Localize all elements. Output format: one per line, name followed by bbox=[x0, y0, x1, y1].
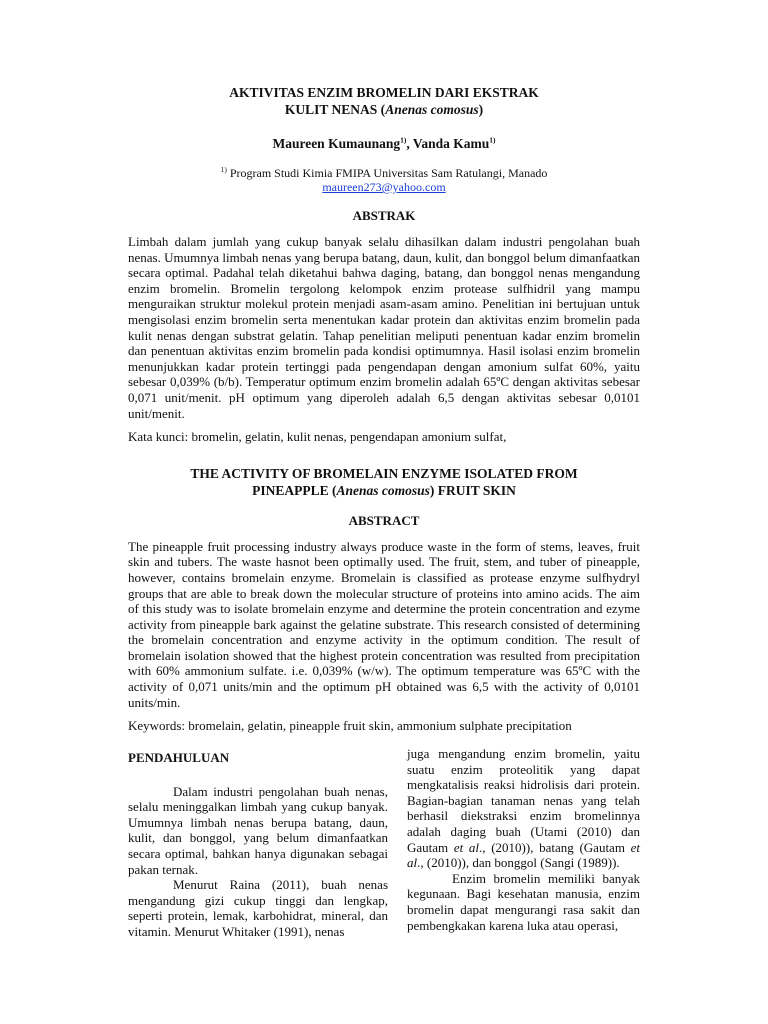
abstract-heading: ABSTRACT bbox=[348, 512, 420, 528]
abstract-body: The pineapple fruit processing industry always produce waste in the form of stems, leaves, fruit skin and tubers. The waste hasnot been optimally used. The fruit, stem, and tuber of pineapple, however, contains bromelain enzyme. Bromelain is classified as protease enzyme sulfhydryl groups that are able to break down the molecular structure of proteins into amino acids. The aim of this study was to isolate bromelain enzyme and determine the protein concentration and ezyme activity from pineapple bark against the gelatine substrate. This research consisted of determining the bromelain concentration and enzyme activity in the optimum condition. The result of bromelain isolation showed that the highest protein concentration was resulted from precipitation with 60% ammonium sulfate. i.e. 0,039% (w/w). The optimum temperature was 65ºC with the activity of 0,071 units/min and the optimum pH obtained was 6,5 with the activity of 0,0101 units/min. bbox=[128, 538, 640, 710]
title-line-1: AKTIVITAS ENZIM BROMELIN DARI EKSTRAK bbox=[229, 85, 539, 100]
title-species: Anenas comosus bbox=[385, 102, 479, 117]
intro-paragraph-3-part-b: ., (2010)), batang (Gautam bbox=[479, 839, 631, 855]
english-title bbox=[128, 465, 640, 499]
english-title-line-2-suffix: ) FRUIT SKIN bbox=[429, 482, 516, 498]
english-title-species: Anenas comosus bbox=[336, 482, 430, 498]
author-1: Maureen Kumaunang bbox=[272, 136, 401, 151]
paper-title bbox=[128, 84, 640, 118]
intro-paragraph-1: Dalam industri pengolahan buah nenas, selalu meninggalkan limbah yang cukup banyak. Umumnya limbah nenas berupa batang, daun, kulit, dan bonggol, yang belum dimanfaatkan secara optimal, bahkan hanya digunakan sebagai pakan ternak. bbox=[128, 783, 388, 877]
author-separator: , bbox=[406, 136, 413, 151]
affiliation-text: Program Studi Kimia FMIPA Universitas Sam Ratulangi, Manado bbox=[226, 166, 548, 180]
keywords: Keywords: bromelain, gelatin, pineapple fruit skin, ammonium sulphate precipitation bbox=[128, 718, 572, 734]
right-column bbox=[407, 746, 640, 940]
author-list bbox=[128, 136, 640, 152]
author-1-affiliation-mark: 1) bbox=[400, 135, 407, 145]
english-title-line-1: THE ACTIVITY OF BROMELAIN ENZYME ISOLATED FROM bbox=[190, 465, 578, 481]
author-2-affiliation-mark: 1) bbox=[489, 135, 496, 145]
abstrak-body: Limbah dalam jumlah yang cukup banyak selalu dihasilkan dalam industri pengolahan buah nenas. Umumnya limbah nenas yang berupa batang, daun, kulit, dan bonggol belum dimanfaatkan secara optimal. Padahal telah diketahui bahwa daging, batang, dan bonggol nenas mengandung enzim bromelin. Bromelin tergolong kelompok enzim protease sulfhidril yang mampu menguraikan struktur molekul protein menjadi asam-asam amino. Penelitian ini bertujuan untuk mengisolasi enzim bromelin serta menentukan kadar protein dan aktivitas enzim bromelin pada kulit nenas dengan substrat gelatin. Tahap penelitian meliputi penentuan kadar enzim bromelin dan penentuan aktivitas enzim bromelin pada kondisi optimumnya. Hasil isolasi enzim bromelin menunjukkan kadar protein tertinggi pada pengendapan dengan amonium sulfat 60%, yaitu sebesar 0,039% (b/b). Temperatur optimum enzim bromelin adalah 65ºC dengan aktivitas sebesar 0,071 unit/menit. pH optimum yang diperoleh adalah 6,5 dengan aktivitas sebesar 0,0101 unit/menit. bbox=[128, 234, 640, 421]
author-2: Vanda Kamu bbox=[412, 136, 490, 151]
et-al-1: et al bbox=[453, 839, 480, 855]
affiliation bbox=[128, 166, 640, 194]
et-al-2: et al bbox=[407, 839, 641, 871]
english-title-line-2-prefix: PINEAPPLE ( bbox=[252, 482, 337, 498]
intro-paragraph-3 bbox=[407, 746, 640, 871]
intro-paragraph-4: Enzim bromelin memiliki banyak kegunaan. Bagi kesehatan manusia, enzim bromelin dapat mengurangi rasa sakit dan pembengkakan karena luka atau operasi, bbox=[407, 870, 640, 933]
title-line-2-prefix: KULIT NENAS ( bbox=[284, 102, 386, 117]
body-columns bbox=[128, 746, 640, 940]
intro-paragraph-2: Menurut Raina (2011), buah nenas mengandung gizi cukup tinggi dan lengkap, seperti protein, lemak, karbohidrat, mineral, dan vitamin. Menurut Whitaker (1991), nenas bbox=[128, 877, 388, 939]
intro-paragraph-3-part-c: ., (2010)), dan bonggol (Sangi (1989)). bbox=[417, 855, 620, 871]
kata-kunci: Kata kunci: bromelin, gelatin, kulit nenas, pengendapan amonium sulfat, bbox=[128, 429, 507, 445]
left-column bbox=[128, 746, 388, 940]
intro-paragraph-3-part-a: juga mengandung enzim bromelin, yaitu suatu enzim proteolitik yang dapat mengkatalisis reaksi hidrolisis dari protein. Bagian-bagian tanaman nenas yang telah berhasil diekstraksi enzim bromelinnya adalah daging buah (Utami (2010) dan Gautam bbox=[407, 746, 640, 855]
title-line-2-suffix: ) bbox=[478, 102, 484, 117]
abstrak-heading: ABSTRAK bbox=[352, 208, 416, 223]
affiliation-mark: 1) bbox=[220, 165, 227, 174]
pendahuluan-heading: PENDAHULUAN bbox=[128, 750, 230, 765]
author-email-link[interactable]: maureen273@yahoo.com bbox=[322, 180, 446, 194]
